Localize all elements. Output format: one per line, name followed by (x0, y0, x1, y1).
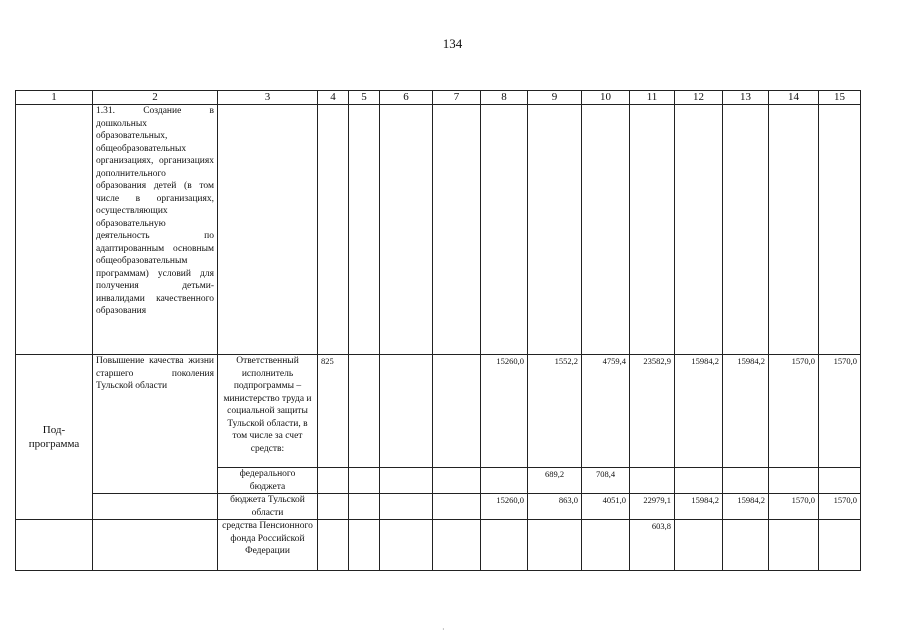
header-cell-13: 13 (723, 91, 769, 105)
cell-empty (380, 494, 433, 520)
cell-empty (528, 105, 582, 355)
cell-empty (93, 520, 218, 571)
cell-empty (481, 468, 528, 494)
cell-col8: 15260,0 (481, 494, 528, 520)
budget-table (15, 90, 861, 571)
cell-empty (582, 105, 630, 355)
cell-empty (675, 468, 723, 494)
cell-empty (380, 105, 433, 355)
cell-empty (433, 468, 481, 494)
cell-empty (433, 105, 481, 355)
cell-col14: 1570,0 (769, 494, 819, 520)
source-federal: федерального бюджета (218, 468, 318, 494)
cell-empty (630, 105, 675, 355)
cell-empty (16, 520, 93, 571)
header-cell-15: 15 (819, 91, 861, 105)
cell-empty (380, 468, 433, 494)
table-row-1-31 (16, 105, 861, 355)
header-cell-7: 7 (433, 91, 481, 105)
cell-empty (723, 520, 769, 571)
cell-empty (819, 520, 861, 571)
source-regional: бюджета Тульской области (218, 494, 318, 520)
cell-col13: 15984,2 (723, 355, 769, 468)
cell-col9: 1552,2 (528, 355, 582, 468)
cell-empty (380, 355, 433, 468)
cell-empty (819, 105, 861, 355)
cell-col11: 603,8 (630, 520, 675, 571)
cell-empty (349, 520, 380, 571)
cell-col10: 708,4 (582, 468, 630, 494)
subprogram-executor: Ответственный исполнитель подпрограммы – министерство труда и социальной защиты Тульской области, в том числе за счет средств: (218, 355, 318, 468)
cell-empty (675, 105, 723, 355)
header-cell-14: 14 (769, 91, 819, 105)
cell-empty (349, 355, 380, 468)
cell-col14: 1570,0 (769, 355, 819, 468)
header-row (16, 91, 861, 105)
cell-empty (630, 468, 675, 494)
cell-col11: 22979,1 (630, 494, 675, 520)
cell-empty (723, 468, 769, 494)
cell-empty (93, 494, 218, 520)
cell-col4: 825 (318, 355, 349, 468)
cell-col10: 4759,4 (582, 355, 630, 468)
cell-empty (433, 355, 481, 468)
cell-empty (582, 520, 630, 571)
header-cell-5: 5 (349, 91, 380, 105)
cell-empty (481, 105, 528, 355)
cell-empty (318, 520, 349, 571)
cell-empty (433, 494, 481, 520)
subprogram-label: Под- программа (16, 355, 93, 520)
cell-empty (318, 494, 349, 520)
header-cell-2: 2 (93, 91, 218, 105)
source-pension-fund: средства Пенсионного фонда Российской Федерации (218, 520, 318, 571)
header-cell-6: 6 (380, 91, 433, 105)
cell-col11: 23582,9 (630, 355, 675, 468)
subprogram-name: Повышение качества жизни старшего поколения Тульской области (93, 355, 218, 494)
activity-name-1-31: 1.31. Создание в дошкольных образовательных, общеобразовательных организациях, организациях дополнительного образования детей (в том числе в организациях, осуществляющих образовательную деятельность по адаптированным основным общеобразовательным программам) условий для получения детьми-инвалидами качественного образования (93, 105, 218, 355)
cell-empty (380, 520, 433, 571)
cell-empty (769, 468, 819, 494)
cell-empty (349, 468, 380, 494)
cell-empty (349, 105, 380, 355)
table-row-pension (16, 520, 861, 571)
cell-empty (349, 494, 380, 520)
cell-col10: 4051,0 (582, 494, 630, 520)
scan-dot: · (442, 625, 445, 634)
cell-empty (218, 105, 318, 355)
cell-empty (433, 520, 481, 571)
cell-empty (16, 105, 93, 355)
cell-empty (318, 468, 349, 494)
cell-col12: 15984,2 (675, 355, 723, 468)
cell-empty (723, 105, 769, 355)
cell-empty (528, 520, 582, 571)
header-cell-1: 1 (16, 91, 93, 105)
header-cell-8: 8 (481, 91, 528, 105)
page-number: 134 (442, 36, 463, 51)
cell-empty (769, 520, 819, 571)
table-row-regional (16, 494, 861, 520)
table-row-subprogram (16, 355, 861, 468)
header-cell-11: 11 (630, 91, 675, 105)
cell-empty (769, 105, 819, 355)
cell-col15: 1570,0 (819, 355, 861, 468)
cell-empty (675, 520, 723, 571)
header-cell-9: 9 (528, 91, 582, 105)
header-cell-4: 4 (318, 91, 349, 105)
header-cell-12: 12 (675, 91, 723, 105)
header-cell-3: 3 (218, 91, 318, 105)
cell-col8: 15260,0 (481, 355, 528, 468)
cell-col15: 1570,0 (819, 494, 861, 520)
cell-empty (819, 468, 861, 494)
cell-col13: 15984,2 (723, 494, 769, 520)
cell-col12: 15984,2 (675, 494, 723, 520)
header-cell-10: 10 (582, 91, 630, 105)
cell-empty (481, 520, 528, 571)
cell-empty (318, 105, 349, 355)
cell-col9: 863,0 (528, 494, 582, 520)
cell-col9: 689,2 (528, 468, 582, 494)
